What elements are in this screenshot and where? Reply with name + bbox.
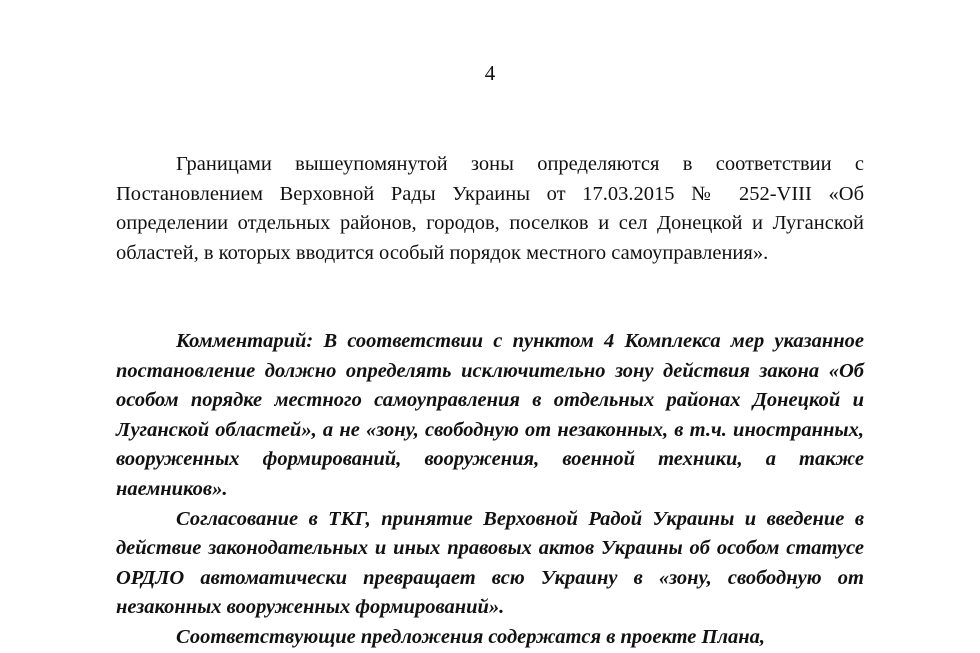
page-number: 4 (484, 61, 496, 85)
comment-paragraph-2: Согласование в ТКГ, принятие Верховной Радой Украины и введение в действие законодательных и иных правовых актов Украины об особом статусе ОРДЛО автоматически превращает всю Украину в «зону, свободную от незаконных вооруженных формирований». (116, 507, 864, 619)
comment-paragraph-3: Соответствующие предложения содержатся в проекте Плана, (176, 625, 765, 648)
comment-section (116, 327, 864, 653)
main-text-section (116, 150, 864, 268)
paragraph-borders-zone: Границами вышеупомянутой зоны определяются в соответствии с Постановлением Верховной Рады Украины от 17.03.2015 № 252-VIII «Об определении отдельных районов, городов, поселков и сел Донецкой и Луганской областей, в которых вводится особый порядок местного самоуправления». (116, 153, 864, 264)
comment-paragraph-1: Комментарий: В соответствии с пунктом 4 Комплекса мер указанное постановление должно определять исключительно зону действия закона «Об особом порядке местного самоуправления в отдельных районах Донецкой и Луганской областей», а не «зону, свободную от незаконных, в т.ч. иностранных, вооруженных формирований, вооружения, военной техники, а также наемников». (116, 330, 864, 500)
